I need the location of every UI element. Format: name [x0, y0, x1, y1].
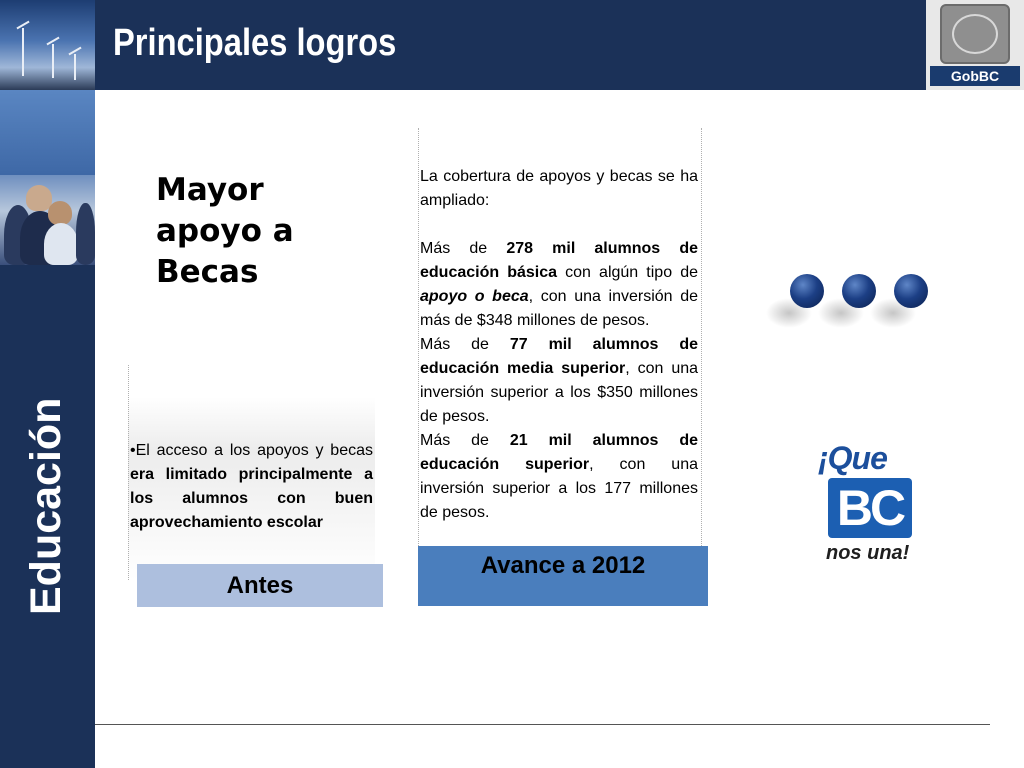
decorative-dot-icon	[790, 274, 824, 308]
avance-intro: La cobertura de apoyos y becas se ha ampliado:	[420, 168, 698, 209]
heading-line: apoyo a	[156, 213, 294, 249]
logo-que-text: ¡Que	[818, 440, 887, 476]
avance-basica: Más de 278 mil alumnos de educación básica con algún tipo de apoyo o beca, con una inversión de más de $348 millones de pesos.	[420, 240, 699, 329]
avance-superior: Más de 21 mil alumnos de educación superior, con una inversión superior a los 177 millones de pesos.	[420, 432, 699, 521]
state-seal-icon	[940, 4, 1010, 64]
avance-media-superior: Más de 77 mil alumnos de educación media superior, con una inversión superior a los $350 millones de pesos.	[420, 336, 699, 425]
bullet-glyph: •	[130, 442, 136, 459]
decorative-dot-icon	[842, 274, 876, 308]
logo-text: GobBC	[930, 66, 1020, 86]
page-title: Principales logros	[113, 22, 397, 64]
avance-text	[420, 165, 698, 525]
antes-text: •El acceso a los apoyos y becas era limitado principalmente a los alumnos con buen aprovechamiento escolar	[130, 442, 373, 531]
people-photo	[0, 175, 95, 265]
logo-bc-text: BC	[828, 478, 912, 538]
footer-divider	[95, 724, 990, 725]
logo-nos-una-text: nos una!	[826, 542, 910, 564]
antes-label: Antes	[137, 564, 383, 607]
que-bc-nos-una-logo	[812, 440, 922, 580]
decorative-dot-icon	[894, 274, 928, 308]
gobbc-logo	[926, 0, 1024, 90]
wind-turbines-photo	[0, 0, 95, 90]
rail-accent	[0, 90, 95, 175]
section-label: Educación	[22, 397, 70, 615]
heading-line: Mayor	[156, 172, 264, 208]
avance-label: Avance a 2012	[418, 546, 708, 606]
slide-heading	[156, 170, 376, 293]
heading-line: Becas	[156, 254, 259, 290]
